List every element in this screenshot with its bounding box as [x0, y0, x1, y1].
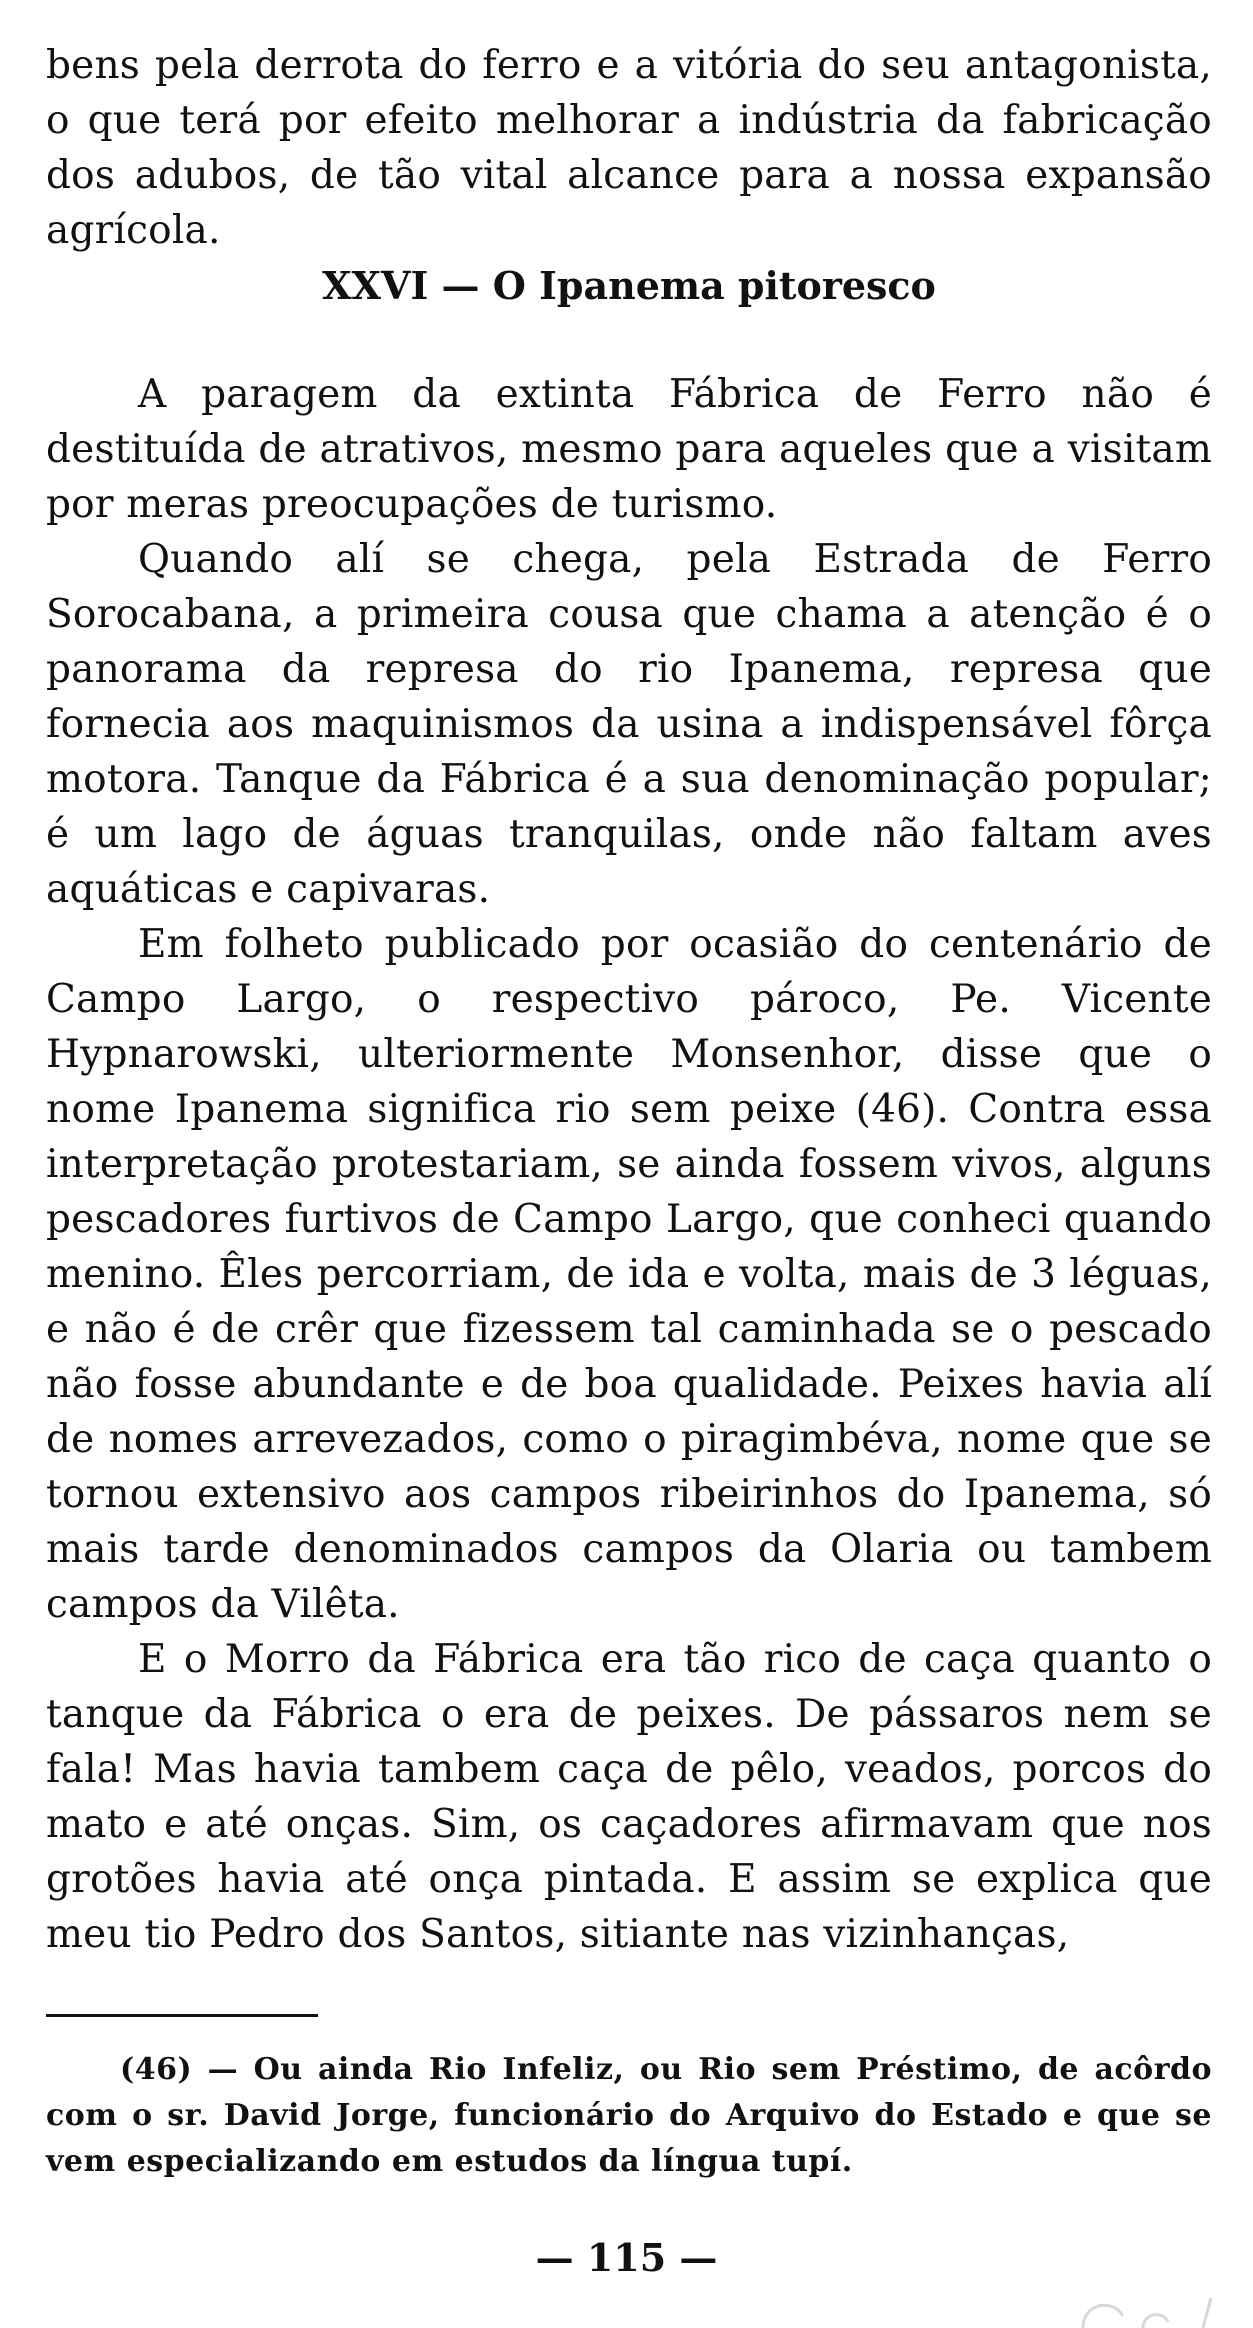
paragraph: E o Morro da Fábrica era tão rico de caça quanto o tanque da Fábrica o era de peixes. De pássaros nem se fala! Mas havia tambem caça de pêlo, veados, porcos do mato e até onças. Sim, os caçadores afirmavam que nos grotões havia até onça pintada. E assim se explica que meu tio Pedro dos Santos, sitiante nas vizinhanças, — [46, 1637, 1212, 1957]
page-number: — 115 — — [535, 2235, 718, 2280]
section-number: XXVI — — [322, 263, 480, 308]
footnote-divider — [46, 2014, 318, 2017]
paragraph: A paragem da extinta Fábrica de Ferro não é destituída de atrativos, mesmo para aqueles que a visitam por meras preocupações de turismo. — [46, 372, 1212, 527]
page-body — [46, 38, 1212, 2185]
section-heading — [46, 258, 1212, 313]
paragraph-continuation: bens pela derrota do ferro e a vitória do seu antagonista, o que terá por efeito melhorar a indústria da fabricação dos adubos, de tão vital alcance para a nossa expansão agrícola. — [46, 43, 1212, 253]
section-title: O Ipanema pitoresco — [492, 263, 936, 308]
footnote: (46) — Ou ainda Rio Infeliz, ou Rio sem Préstimo, de acôrdo com o sr. David Jorge, funcionário do Arquivo do Estado e que se vem especializando em estudos da língua tupí. — [46, 2052, 1212, 2179]
watermark-icon — [1063, 2288, 1233, 2328]
paragraph: Em folheto publicado por ocasião do centenário de Campo Largo, o respectivo pároco, Pe. Vicente Hypnarowski, ulteriormente Monsenhor, disse que o nome Ipanema significa rio sem peixe (46). Contra essa interpretação protestariam, se ainda fossem vivos, alguns pescadores furtivos de Campo Largo, que conheci quando menino. Êles percorriam, de ida e volta, mais de 3 léguas, e não é de crêr que fizessem tal caminhada se o pescado não fosse abundante e de boa qualidade. Peixes havia alí de nomes arrevezados, como o piragimbéva, nome que se tornou extensivo aos campos ribeirinhos do Ipanema, só mais tarde denominados campos da Olaria ou tambem campos da Vilêta. — [46, 922, 1212, 1627]
watermark-logo — [1063, 2288, 1233, 2328]
paragraph: Quando alí se chega, pela Estrada de Ferro Sorocabana, a primeira cousa que chama a atenção é o panorama da represa do rio Ipanema, represa que fornecia aos maquinismos da usina a indispensável fôrça motora. Tanque da Fábrica é a sua denominação popular; é um lago de águas tranquilas, onde não faltam aves aquáticas e capivaras. — [46, 537, 1212, 912]
